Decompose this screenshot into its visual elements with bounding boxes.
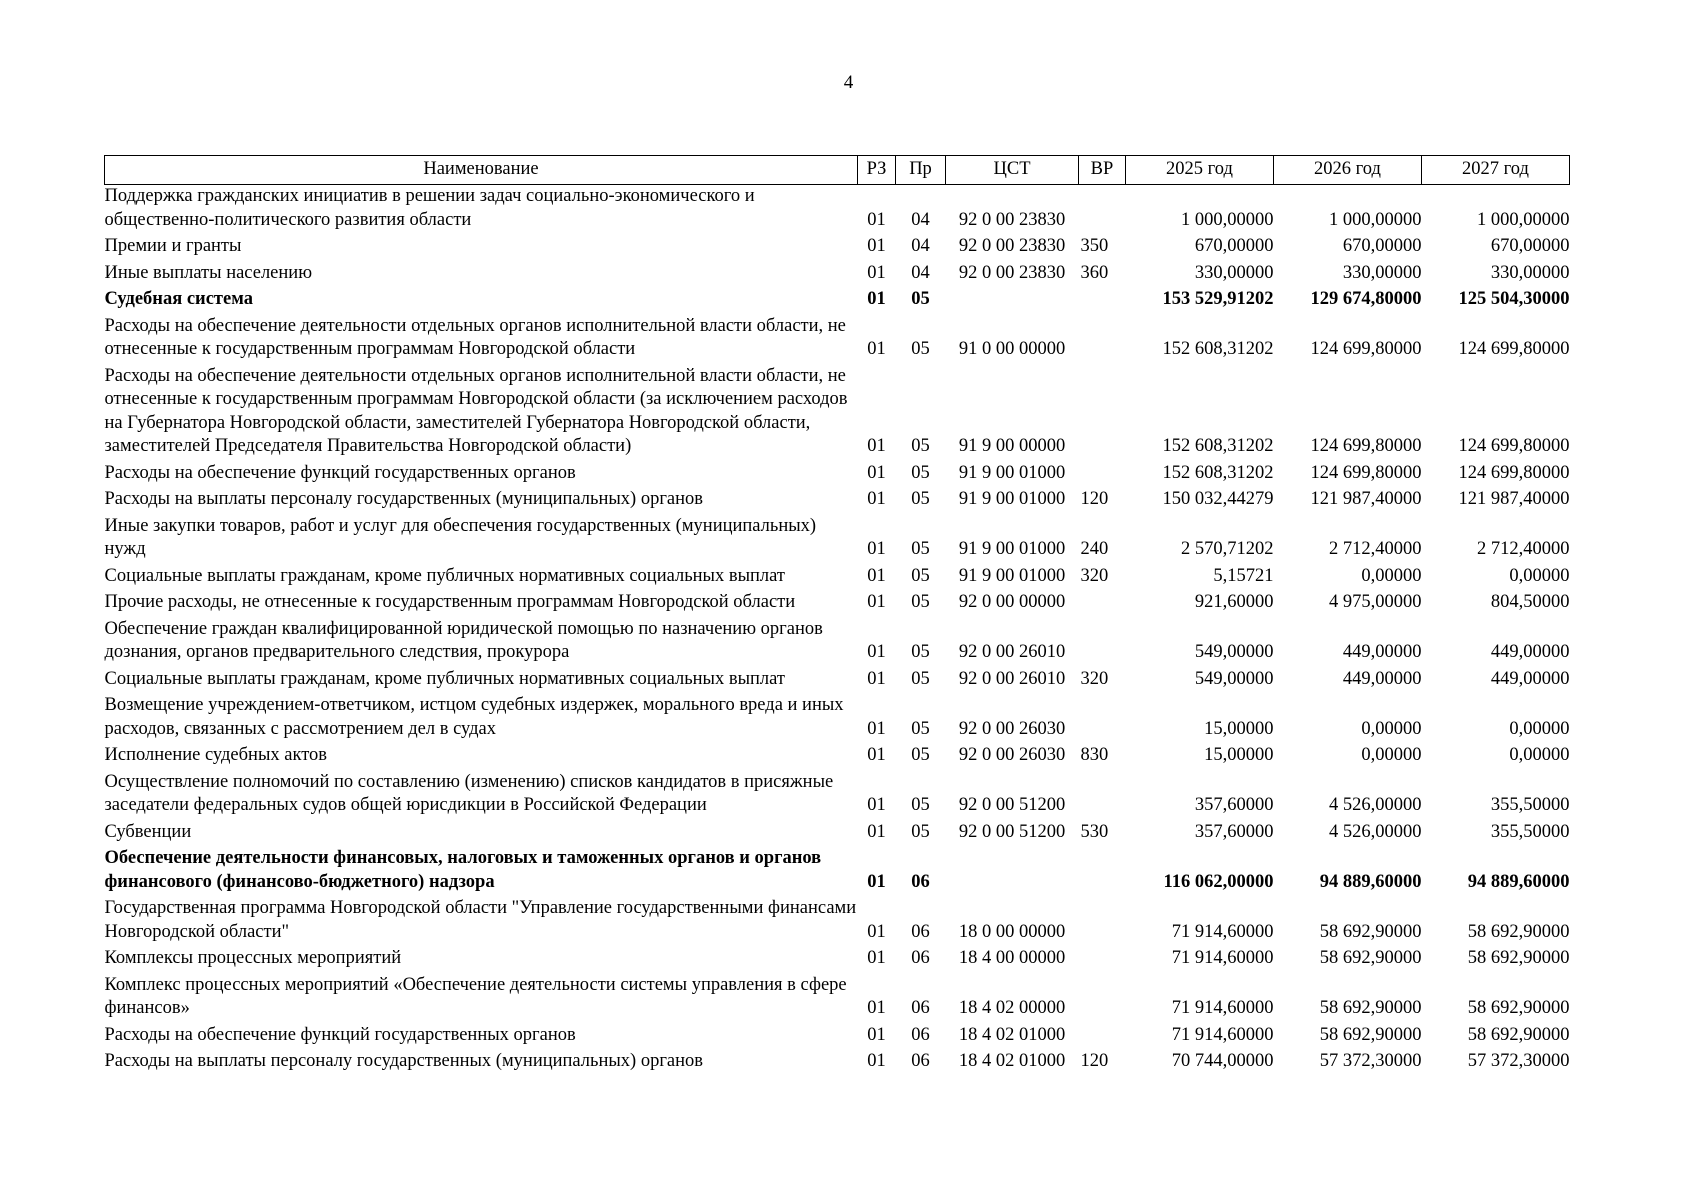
table-header — [105, 156, 1570, 185]
cell-2025: 1 000,00000 — [1181, 209, 1274, 230]
cell-rz: 01 — [867, 289, 886, 309]
header-2027: 2027 год — [1422, 156, 1570, 185]
cell-cst: 91 0 00 00000 — [958, 339, 1066, 359]
cell-2027: 355,50000 — [1490, 795, 1570, 815]
cell-cst: 92 0 00 26010 — [958, 642, 1066, 662]
cell-2025: 549,00000 — [1194, 642, 1274, 662]
cell-2025: 116 062,00000 — [1163, 871, 1274, 892]
table-row — [105, 744, 1570, 771]
cell-2026: 0,00000 — [1361, 718, 1422, 739]
cell-name: Исполнение судебных актов — [104, 745, 328, 765]
cell-rz: 01 — [867, 1051, 886, 1071]
cell-rz: 01 — [867, 948, 886, 968]
cell-2026: 124 699,80000 — [1310, 436, 1422, 456]
cell-pr: 06 — [911, 948, 930, 968]
cell-2027: 804,50000 — [1490, 592, 1570, 612]
cell-name: Иные закупки товаров, работ и услуг для обеспечения государственных (муниципальных) нужд — [104, 515, 817, 559]
cell-pr: 05 — [911, 339, 930, 359]
cell-name: Осуществление полномочий по составлению (изменению) списков кандидатов в присяжные заседатели федеральных судов общей юрисдикции в Российской Федерации — [104, 771, 834, 815]
cell-vr: 530 — [1080, 821, 1109, 842]
cell-cst: 92 0 00 23830 — [958, 262, 1066, 283]
table-row — [105, 847, 1570, 897]
cell-2027: 124 699,80000 — [1458, 339, 1570, 359]
header-name: Наименование — [105, 156, 858, 185]
cell-cst: 91 9 00 01000 — [958, 462, 1066, 483]
cell-cst: 91 9 00 00000 — [958, 436, 1066, 456]
cell-2026: 2 712,40000 — [1329, 539, 1422, 559]
cell-pr: 05 — [911, 565, 930, 586]
cell-2026: 94 889,60000 — [1319, 871, 1422, 892]
cell-2026: 124 699,80000 — [1310, 462, 1422, 483]
cell-2026: 58 692,90000 — [1319, 998, 1422, 1018]
cell-2025: 71 914,60000 — [1171, 1024, 1274, 1045]
cell-cst: 92 0 00 26010 — [958, 668, 1066, 689]
cell-2025: 153 529,91202 — [1162, 289, 1274, 309]
cell-vr — [1079, 771, 1126, 821]
cell-pr: 05 — [911, 642, 930, 662]
cell-vr — [1079, 462, 1126, 489]
cell-2027: 449,00000 — [1490, 642, 1570, 662]
cell-name: Государственная программа Новгородской области "Управление государственными финансами Новгородской области" — [104, 898, 857, 942]
cell-2025: 71 914,60000 — [1171, 998, 1274, 1018]
cell-2026: 58 692,90000 — [1319, 1024, 1422, 1045]
cell-2025: 357,60000 — [1194, 821, 1274, 842]
table-body — [105, 185, 1570, 1077]
cell-vr — [1079, 1024, 1126, 1051]
cell-name: Комплексы процессных мероприятий — [104, 948, 402, 968]
cell-name: Обеспечение граждан квалифицированной юридической помощью по назначению органов дознания, органов предварительного следствия, прокурора — [104, 618, 823, 662]
header-row — [105, 156, 1570, 185]
header-2025: 2025 год — [1126, 156, 1274, 185]
cell-pr: 06 — [911, 998, 930, 1018]
cell-cst: 91 9 00 01000 — [958, 489, 1066, 509]
cell-rz: 01 — [867, 592, 886, 612]
cell-2026: 1 000,00000 — [1329, 209, 1422, 230]
cell-pr: 05 — [911, 592, 930, 612]
table-row — [105, 488, 1570, 515]
cell-name: Расходы на обеспечение деятельности отдельных органов исполнительной власти области, не отнесенные к государственным программам Новгородской области — [104, 315, 846, 359]
cell-pr: 06 — [911, 1051, 930, 1071]
table-row — [105, 821, 1570, 848]
cell-pr: 04 — [911, 262, 930, 283]
cell-vr — [1079, 847, 1126, 897]
cell-2025: 921,60000 — [1194, 592, 1274, 612]
cell-pr: 05 — [911, 462, 930, 483]
cell-pr: 05 — [911, 821, 930, 842]
cell-2025: 152 608,31202 — [1162, 462, 1274, 483]
cell-2026: 4 975,00000 — [1329, 592, 1422, 612]
cell-rz: 01 — [867, 209, 886, 230]
page-number: 4 — [843, 72, 854, 93]
table-row — [105, 288, 1570, 315]
table-row — [105, 947, 1570, 974]
cell-rz: 01 — [867, 921, 886, 942]
cell-2025: 71 914,60000 — [1171, 948, 1274, 968]
cell-name: Расходы на выплаты персоналу государственных (муниципальных) органов — [104, 1051, 704, 1071]
cell-vr — [1079, 694, 1126, 744]
cell-name: Прочие расходы, не отнесенные к государственным программам Новгородской области — [104, 592, 796, 612]
cell-2026: 449,00000 — [1342, 642, 1422, 662]
cell-2026: 670,00000 — [1342, 236, 1422, 256]
cell-rz: 01 — [867, 642, 886, 662]
cell-2027: 124 699,80000 — [1458, 462, 1570, 483]
cell-2027: 94 889,60000 — [1467, 871, 1570, 892]
table-row — [105, 668, 1570, 695]
cell-pr: 06 — [911, 871, 930, 892]
cell-2025: 357,60000 — [1194, 795, 1274, 815]
table-row — [105, 897, 1570, 947]
cell-cst: 91 9 00 01000 — [958, 539, 1066, 559]
cell-rz: 01 — [867, 718, 886, 739]
header-vr: ВР — [1079, 156, 1126, 185]
cell-2025: 670,00000 — [1194, 236, 1274, 256]
cell-cst: 92 0 00 26030 — [958, 745, 1066, 765]
cell-rz: 01 — [867, 436, 886, 456]
cell-2027: 670,00000 — [1490, 236, 1570, 256]
cell-2026: 57 372,30000 — [1319, 1051, 1422, 1071]
cell-vr: 360 — [1080, 262, 1109, 283]
cell-cst — [946, 288, 1079, 315]
table-row — [105, 1024, 1570, 1051]
cell-name: Расходы на обеспечение функций государственных органов — [104, 462, 576, 483]
cell-cst: 92 0 00 23830 — [958, 209, 1066, 230]
cell-cst: 18 4 02 01000 — [958, 1024, 1066, 1045]
cell-rz: 01 — [867, 539, 886, 559]
table-row — [105, 771, 1570, 821]
cell-cst: 92 0 00 23830 — [958, 236, 1066, 256]
table-row — [105, 515, 1570, 565]
cell-name: Комплекс процессных мероприятий «Обеспечение деятельности системы управления в сфере финансов» — [104, 974, 847, 1018]
header-pr: Пр — [896, 156, 946, 185]
cell-cst: 92 0 00 51200 — [958, 821, 1066, 842]
cell-2025: 330,00000 — [1194, 262, 1274, 283]
cell-2026: 4 526,00000 — [1329, 795, 1422, 815]
cell-vr — [1079, 974, 1126, 1024]
cell-cst: 18 0 00 00000 — [958, 921, 1066, 942]
table-row — [105, 365, 1570, 462]
cell-name: Социальные выплаты гражданам, кроме публичных нормативных социальных выплат — [104, 668, 785, 689]
cell-pr: 05 — [911, 489, 930, 509]
cell-name: Расходы на обеспечение функций государственных органов — [104, 1024, 576, 1045]
cell-2027: 0,00000 — [1509, 718, 1570, 739]
cell-vr: 120 — [1080, 489, 1109, 509]
cell-2027: 121 987,40000 — [1458, 489, 1570, 509]
cell-vr — [1079, 897, 1126, 947]
table-row — [105, 235, 1570, 262]
cell-2026: 330,00000 — [1342, 262, 1422, 283]
cell-2027: 2 712,40000 — [1477, 539, 1570, 559]
cell-2026: 449,00000 — [1342, 668, 1422, 689]
cell-rz: 01 — [867, 1024, 886, 1045]
cell-rz: 01 — [867, 998, 886, 1018]
table-row — [105, 694, 1570, 744]
cell-pr: 05 — [911, 436, 930, 456]
table-row — [105, 974, 1570, 1024]
cell-name: Расходы на выплаты персоналу государственных (муниципальных) органов — [104, 489, 704, 509]
cell-vr: 830 — [1080, 745, 1109, 765]
cell-2027: 330,00000 — [1490, 262, 1570, 283]
cell-2027: 58 692,90000 — [1467, 921, 1570, 942]
table-row — [105, 565, 1570, 592]
cell-vr — [1079, 185, 1126, 236]
cell-2025: 15,00000 — [1204, 718, 1274, 739]
cell-name: Социальные выплаты гражданам, кроме публичных нормативных социальных выплат — [104, 565, 785, 586]
cell-vr: 120 — [1080, 1051, 1109, 1071]
cell-2027: 58 692,90000 — [1467, 948, 1570, 968]
cell-2025: 549,00000 — [1194, 668, 1274, 689]
header-rz: РЗ — [858, 156, 896, 185]
cell-2025: 2 570,71202 — [1181, 539, 1274, 559]
cell-pr: 04 — [911, 236, 930, 256]
table-row — [105, 1050, 1570, 1077]
cell-pr: 06 — [911, 921, 930, 942]
cell-name: Расходы на обеспечение деятельности отдельных органов исполнительной власти области, не отнесенные к государственным программам Новгородской области (за исключением расходов на Губернатора Новгородской области, заместителей Губернатора Новгородской области, заместителей Председателя Правительства Новгородской области) — [104, 365, 848, 456]
cell-name: Премии и гранты — [104, 236, 242, 256]
cell-rz: 01 — [867, 821, 886, 842]
cell-cst: 18 4 02 01000 — [958, 1051, 1066, 1071]
cell-2027: 124 699,80000 — [1458, 436, 1570, 456]
cell-vr: 350 — [1080, 236, 1109, 256]
cell-2026: 129 674,80000 — [1310, 289, 1422, 309]
cell-pr: 05 — [911, 718, 930, 739]
cell-vr: 320 — [1080, 668, 1109, 689]
cell-pr: 05 — [911, 289, 930, 309]
cell-vr — [1079, 365, 1126, 462]
cell-2027: 1 000,00000 — [1477, 209, 1570, 230]
cell-vr: 240 — [1080, 539, 1109, 559]
cell-vr — [1079, 288, 1126, 315]
cell-2025: 71 914,60000 — [1171, 921, 1274, 942]
cell-cst — [946, 847, 1079, 897]
cell-cst: 91 9 00 01000 — [958, 565, 1066, 586]
table-row — [105, 185, 1570, 236]
cell-2025: 70 744,00000 — [1171, 1051, 1274, 1071]
cell-2027: 0,00000 — [1509, 565, 1570, 586]
table-row — [105, 462, 1570, 489]
cell-2026: 124 699,80000 — [1310, 339, 1422, 359]
cell-2027: 58 692,90000 — [1467, 998, 1570, 1018]
header-cst: ЦСТ — [946, 156, 1079, 185]
cell-rz: 01 — [867, 668, 886, 689]
header-2026: 2026 год — [1274, 156, 1422, 185]
cell-vr: 320 — [1080, 565, 1109, 586]
table-row — [105, 591, 1570, 618]
cell-vr — [1079, 315, 1126, 365]
cell-rz: 01 — [867, 565, 886, 586]
cell-rz: 01 — [867, 871, 886, 892]
cell-name: Обеспечение деятельности финансовых, налоговых и таможенных органов и органов финансового (финансово-бюджетного) надзора — [104, 848, 822, 892]
cell-2026: 0,00000 — [1361, 565, 1422, 586]
cell-2026: 121 987,40000 — [1310, 489, 1422, 509]
cell-cst: 92 0 00 26030 — [958, 718, 1066, 739]
cell-pr: 06 — [911, 1024, 930, 1045]
cell-2025: 5,15721 — [1213, 565, 1274, 586]
cell-name: Субвенции — [104, 821, 192, 842]
cell-cst: 92 0 00 51200 — [958, 795, 1066, 815]
cell-2027: 57 372,30000 — [1467, 1051, 1570, 1071]
cell-pr: 04 — [911, 209, 930, 230]
cell-2027: 449,00000 — [1490, 668, 1570, 689]
cell-2025: 15,00000 — [1204, 745, 1274, 765]
cell-name: Поддержка гражданских инициатив в решении задач социально-экономического и общественно-политического развития области — [104, 186, 755, 230]
cell-2025: 152 608,31202 — [1162, 436, 1274, 456]
cell-pr: 05 — [911, 539, 930, 559]
cell-pr: 05 — [911, 668, 930, 689]
cell-pr: 05 — [911, 795, 930, 815]
cell-rz: 01 — [867, 236, 886, 256]
cell-name: Иные выплаты населению — [104, 262, 313, 283]
cell-cst: 18 4 00 00000 — [958, 948, 1066, 968]
cell-2027: 0,00000 — [1509, 745, 1570, 765]
budget-table — [104, 155, 1570, 1077]
cell-vr — [1079, 591, 1126, 618]
cell-name: Возмещение учреждением-ответчиком, истцом судебных издержек, морального вреда и иных расходов, связанных с рассмотрением дел в судах — [104, 695, 844, 739]
cell-2025: 152 608,31202 — [1162, 339, 1274, 359]
table-row — [105, 262, 1570, 289]
table-row — [105, 315, 1570, 365]
cell-2026: 58 692,90000 — [1319, 921, 1422, 942]
cell-cst: 18 4 02 00000 — [958, 998, 1066, 1018]
cell-2027: 58 692,90000 — [1467, 1024, 1570, 1045]
cell-2025: 150 032,44279 — [1162, 489, 1274, 509]
cell-rz: 01 — [867, 339, 886, 359]
cell-rz: 01 — [867, 745, 886, 765]
cell-rz: 01 — [867, 795, 886, 815]
cell-2026: 58 692,90000 — [1319, 948, 1422, 968]
table-row — [105, 618, 1570, 668]
cell-rz: 01 — [867, 489, 886, 509]
cell-2026: 4 526,00000 — [1329, 821, 1422, 842]
cell-name: Судебная система — [104, 289, 253, 309]
cell-vr — [1079, 618, 1126, 668]
cell-cst: 92 0 00 00000 — [958, 592, 1066, 612]
cell-2026: 0,00000 — [1361, 745, 1422, 765]
cell-2027: 125 504,30000 — [1458, 289, 1570, 309]
cell-rz: 01 — [867, 462, 886, 483]
cell-pr: 05 — [911, 745, 930, 765]
cell-rz: 01 — [867, 262, 886, 283]
cell-vr — [1079, 947, 1126, 974]
cell-2027: 355,50000 — [1490, 821, 1570, 842]
